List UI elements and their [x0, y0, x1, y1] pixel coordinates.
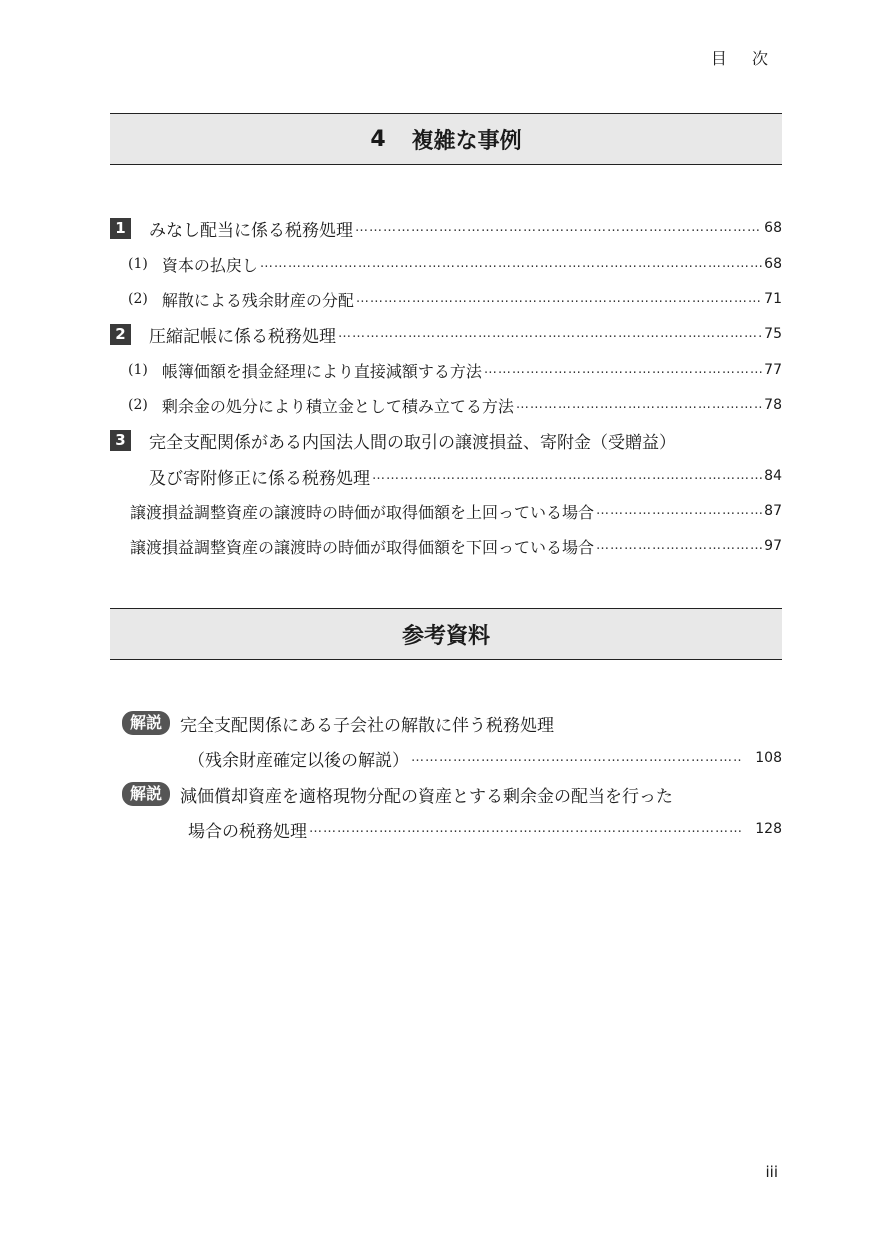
toc-entry-title: 完全支配関係にある子会社の解散に伴う税務処理: [180, 715, 555, 736]
leader-dots: [309, 815, 741, 843]
toc-entry-title: 剰余金の処分により積立金として積み立てる方法: [161, 396, 514, 416]
toc-entry-continuation[interactable]: [110, 744, 782, 772]
toc-page-number: 97: [764, 538, 782, 554]
leader-dots: [356, 285, 762, 313]
toc-entry[interactable]: [110, 250, 782, 278]
toc-page-number: 68: [764, 256, 782, 272]
toc-entry[interactable]: [110, 780, 770, 808]
leader-dots: [355, 214, 762, 242]
leader-dots: [372, 462, 762, 490]
toc-page-number: 108: [755, 750, 782, 766]
toc-entry-title: 完全支配関係がある内国法人間の取引の譲渡損益、寄附金（受贈益）: [149, 432, 676, 453]
toc-entry-title: 圧縮記帳に係る税務処理: [149, 326, 336, 347]
toc-entry[interactable]: [110, 532, 782, 560]
commentary-badge: 解説: [122, 711, 170, 735]
item-number-badge: 3: [110, 430, 131, 451]
section-header-reference: [110, 608, 782, 660]
toc-entry-title-line2: （残余財産確定以後の解説）: [188, 750, 409, 771]
section-header-4: [110, 113, 782, 165]
item-number-badge: 1: [110, 218, 131, 239]
toc-page-number: 87: [764, 503, 782, 519]
toc-page-number: 68: [764, 220, 782, 236]
toc-page-number: 71: [764, 291, 782, 307]
toc-entry-title: 資本の払戻し: [161, 255, 258, 275]
sub-item-number: (2): [128, 397, 148, 413]
sub-item-number: (1): [128, 362, 148, 378]
toc-entry[interactable]: [110, 214, 782, 242]
leader-dots: [411, 744, 741, 772]
leader-dots: [596, 532, 762, 560]
leader-dots: [516, 391, 762, 419]
toc-page-number: 128: [755, 821, 782, 837]
leader-dots: [484, 356, 762, 384]
toc-page-number: 84: [764, 468, 782, 484]
toc-page-number: 75: [764, 326, 782, 342]
toc-entry-title: みなし配当に係る税務処理: [149, 220, 353, 241]
toc-entry[interactable]: [110, 426, 782, 454]
toc-page-number: 78: [764, 397, 782, 413]
sub-item-number: (1): [128, 256, 148, 272]
section-title: 複雑な事例: [411, 128, 522, 154]
leader-dots: [260, 250, 762, 278]
toc-entry-title: 減価償却資産を適格現物分配の資産とする剰余金の配当を行った: [180, 786, 674, 807]
toc-entry-continuation[interactable]: [110, 815, 782, 843]
toc-entry-title-line2: 場合の税務処理: [188, 821, 307, 842]
toc-entry-title-line2: 及び寄附修正に係る税務処理: [149, 468, 370, 489]
item-number-badge: 2: [110, 324, 131, 345]
toc-entry-continuation[interactable]: [110, 462, 782, 490]
toc-entry-title: 譲渡損益調整資産の譲渡時の時価が取得価額を下回っている場合: [130, 537, 595, 557]
running-head: 目 次: [710, 49, 778, 68]
toc-entry[interactable]: [110, 497, 782, 525]
toc-entry-title: 解散による残余財産の分配: [161, 290, 354, 310]
page-number: iii: [765, 1163, 778, 1181]
toc-entry-title: 帳簿価額を損金経理により直接減額する方法: [161, 361, 482, 381]
leader-dots: [596, 497, 762, 525]
sub-item-number: (2): [128, 291, 148, 307]
commentary-badge: 解説: [122, 782, 170, 806]
leader-dots: [338, 320, 762, 348]
section-number: 4: [370, 126, 386, 152]
toc-entry[interactable]: [110, 356, 782, 384]
toc-entry-title: 譲渡損益調整資産の譲渡時の時価が取得価額を上回っている場合: [130, 502, 595, 522]
toc-entry[interactable]: [110, 391, 782, 419]
toc-entry[interactable]: [110, 285, 782, 313]
toc-page-number: 77: [764, 362, 782, 378]
toc-entry[interactable]: [110, 709, 770, 737]
toc-entry[interactable]: [110, 320, 782, 348]
section-title: 参考資料: [401, 623, 490, 649]
